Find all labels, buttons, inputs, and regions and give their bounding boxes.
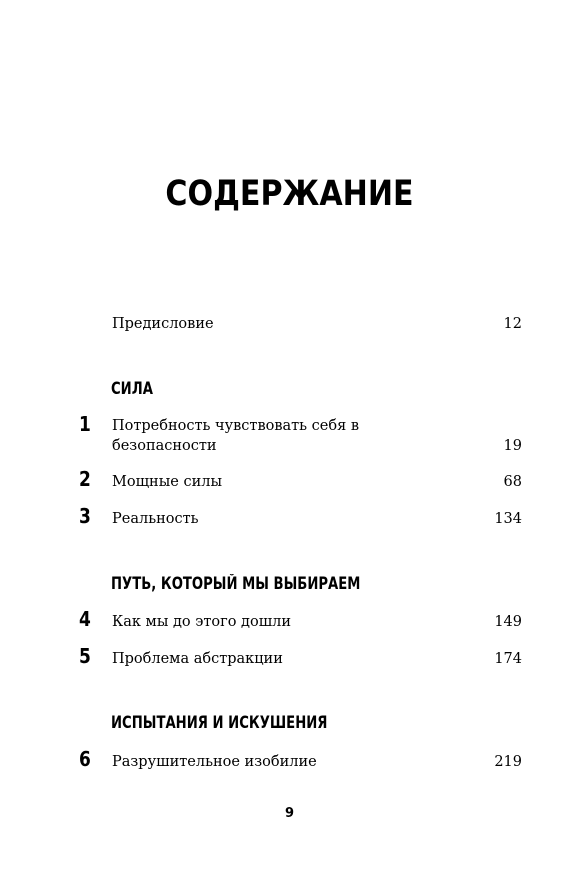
toc-entry-chapter-4[interactable] <box>112 612 522 632</box>
chapter-number: 5 <box>79 644 91 668</box>
toc-entry-page: 149 <box>494 614 522 630</box>
toc-entry-chapter-2[interactable] <box>112 472 522 492</box>
toc-entry-title: Разрушительное изобилие <box>112 754 317 770</box>
toc-entry-title: Мощные силы <box>112 474 222 490</box>
chapter-number: 6 <box>79 747 91 771</box>
chapter-number: 1 <box>79 412 91 436</box>
toc-entry-chapter-1[interactable] <box>112 416 522 456</box>
toc-entry-page: 174 <box>494 651 522 667</box>
toc-entry-title: Реальность <box>112 511 199 527</box>
toc-entry-page: 19 <box>503 438 522 454</box>
page-number: 9 <box>284 806 295 821</box>
toc-entry-page: 12 <box>503 316 522 332</box>
chapter-number: 3 <box>79 504 91 528</box>
toc-entry-chapter-6[interactable] <box>112 752 522 772</box>
toc-entry-preface[interactable] <box>112 314 522 334</box>
toc-entry-title: Как мы до этого дошли <box>112 614 292 630</box>
chapter-number: 4 <box>79 607 91 631</box>
toc-entry-title: Проблема абстракции <box>112 651 283 667</box>
toc-entry-page: 134 <box>494 511 522 527</box>
toc-entry-page: 68 <box>503 474 522 490</box>
toc-entry-chapter-3[interactable] <box>112 509 522 529</box>
section-heading: ИСПЫТАНИЯ И ИСКУШЕНИЯ <box>111 713 328 732</box>
toc-entry-title: Потребность чувствовать себя в безопасности <box>112 418 360 454</box>
section-heading: СИЛА <box>111 379 153 398</box>
toc-entry-title: Предисловие <box>112 316 214 332</box>
toc-entry-page: 219 <box>494 754 522 770</box>
section-heading: ПУТЬ, КОТОРЫЙ МЫ ВЫБИРАЕМ <box>111 574 361 593</box>
page-title: СОДЕРЖАНИЕ <box>165 174 414 214</box>
toc-entry-chapter-5[interactable] <box>112 649 522 669</box>
chapter-number: 2 <box>79 467 91 491</box>
